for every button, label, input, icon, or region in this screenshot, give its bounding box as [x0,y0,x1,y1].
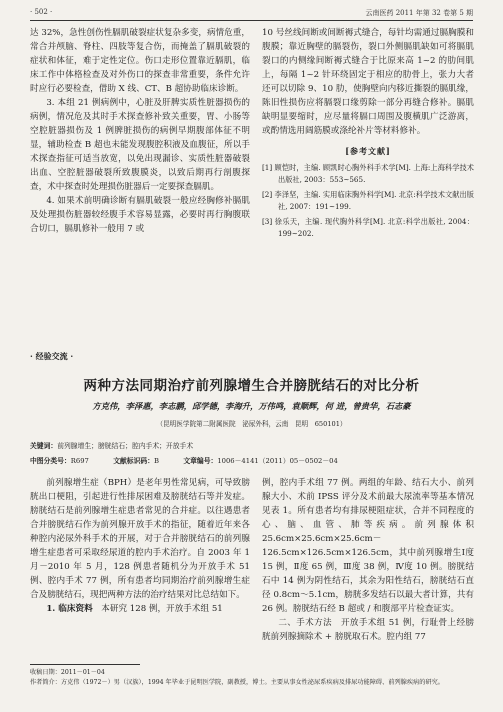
footnote-received: 收稿日期：2011－01－04 [30,669,105,676]
header-rule [30,20,473,21]
prev-paragraph: 达 32%，急性创伤性膈肌破裂症状复杂多变，病情危重，常合并颅脑、脊柱、四肢等复合伤，而掩盖了膈肌破裂的症状和体征，难于定性定位。伤口走形位置靠近膈肌，临床工作中体格检查及对外伤口的探查非常重要，条件允许时应行必要检查，借助 X 线、CT、B 超协助临床诊断。 [30,28,250,94]
clc-label: 中图分类号： [30,457,71,465]
journal-header: 云南医药 2011 年第 32 卷第 5 期 [365,9,473,17]
clc-value: R697 [70,457,89,465]
article-title: 两种方法同期治疗前列腺增生合并膀胱结石的对比分析 [83,378,420,394]
article-no-value: 1006－4141（2011）05－0502－04 [217,457,338,465]
article-paragraph: 前列腺增生症（BPH）是老年男性常见病，可导致膀胱出口梗阻，引起进行性排尿困难及膀胱结石等并发症。膀胱结石是前列腺增生症患者常见的合并症。以往遇患者合并膀胱结石作为前列腺开放手术的指征，随着近年来各种腔内泌尿外科手术的开展，对于合并膀胱结石的前列腺增生症患者可采取经尿道的腔内手术治疗。自 2003 年 1 月－2010 年 5 月，128 例患者随机分为开放手术 51 例、腔内手术 77 例，所有患者均同期治疗前列腺增生症合及膀胱结石，现把两种方法的治疗结果对比总结如下。 [30,478,250,600]
prev-paragraph: 3. 本组 21 例病例中，心脏及肝脾实质性脏器损伤的病例，情况危及其时手术探查修补致关重要，胃、小肠等空腔脏器损伤及 1 例脾脏损伤的病例早期腹部体征不明显，辅助检查 B 超也未能发现腹腔积液及血腹征，所以手术探查指征可适当放宽，以免出现漏诊、实质性脏器破裂出血、空腔脏器破裂所致腹膜炎，以致后期再行剖腹探查，术中探查时处理损伤脏器后一定要探查膈肌。 [30,98,250,192]
article-right-column [262,476,474,644]
footnote-author: 作者简介：方克伟（1972－）男（汉族），1994 年毕业于昆明医学院，副教授，博士。主要从事女性泌尿系疾病及排尿功能障碍、前列腺疾病的研究。 [30,679,444,686]
prev-paragraph: 10 号丝线间断或间断褥式缝合，每针均需通过膈胸膜和腹膜；靠近胸壁的膈裂伤，裂口外侧膈肌缺如可将膈肌裂口的内侧缘间断褥式缝合于比原来高 1~2 的肋间肌上，每隔 1~2 针环绕固定于相应的肋骨上，张力大者还可以切除 9、10 肋，使胸壁向内移近撕裂的膈肌缘，陈旧性损伤应将膈裂口缘剪除一部分再缝合修补。膈肌缺明显要缩时，应尽量将膈口周围及腹横肌广泛游离，或酌情选用阔筋膜或涤纶补片等材料修补。 [262,28,474,136]
references-heading: [参考文献] [345,146,391,156]
materials-paragraph [30,602,250,616]
article-left-column [30,476,250,616]
keywords-label: 关键词： [30,442,58,450]
doc-code-value: B [154,457,159,465]
reference-item: [2] 李泽坚，主编. 实用临床胸外科学[M]. 北京:科学技术文献出版社, 2007：191~199. [262,190,474,211]
materials-label: 1. 临床资料 [46,604,93,614]
article-paragraph: 二、手术方法 开放手术组 51 例，行耻骨上经膀胱前列腺摘除术 + 膀胱取石术。腔内组 77 [262,618,474,642]
prev-paragraph: 4. 如果术前明确诊断有膈肌破裂一般应经胸修补膈肌及处理损伤脏器较经腹手术容易显露，必要时再行胸腹联合切口，膈肌修补一般用 7 或 [30,196,250,234]
article-no-label: 文章编号： [183,457,218,465]
reference-item: [1] 顾恺时，主编. 顾凯时心胸外科手术学[M]. 上海:上海科学技术出版社, 2003：553~565. [262,163,474,184]
prev-article-right-column [262,26,474,243]
keywords: 前列腺增生；膀胱结石；腔内手术；开放手术 [57,442,194,450]
article-affiliation: （昆明医学院第二附属医院 泌尿外科，云南 昆明 650101） [156,420,347,428]
section-label: · 经验交流 · [30,351,74,361]
doc-code-label: 文献标识码： [113,457,154,465]
reference-list [262,162,474,240]
page-number: · 502 · [30,8,53,16]
prev-article-left-column [30,26,250,236]
article-authors: 方克伟，李泽惠，李志鹏，邱学德，李海升，万伟鸣，袁顺辉，何 进，曾贵华，石志豪 [92,401,411,411]
keywords-line [30,440,193,450]
materials-text: 本研究 128 例，开放手术组 51 [101,604,223,614]
footnote [30,668,475,688]
article-paragraph: 例，腔内手术组 77 例。两组的年龄、结石大小、前列腺大小、术前 IPSS 评分及术前最大尿流率等基本情况见表 1。所有患者均有排尿梗阻症状，合并不同程度的心、脑、血管、肺等疾病。前列腺体积 25.6cm×25.6cm×25.6cm－126.5cm×126.5cm×126.5cm，其中前列腺增生Ⅰ度 15 例，Ⅱ度 65 例，Ⅲ度 38 例，Ⅳ度 10 例。膀胱结石中 14 例为阴性结石，其余为阳性结石，膀胱结石直径 0.8cm～5.1cm，膀胱多发结石以最大者计算，共有 26 例。膀胱结石经 B 超或 / 和腹部平片检查证实。 [262,478,474,614]
footnote-rule [30,664,140,665]
reference-item: [3] 徐乐天，主编. 现代胸外科学[M]. 北京:科学出版社, 2004：199~202. [262,217,474,238]
classification-line [30,455,475,465]
